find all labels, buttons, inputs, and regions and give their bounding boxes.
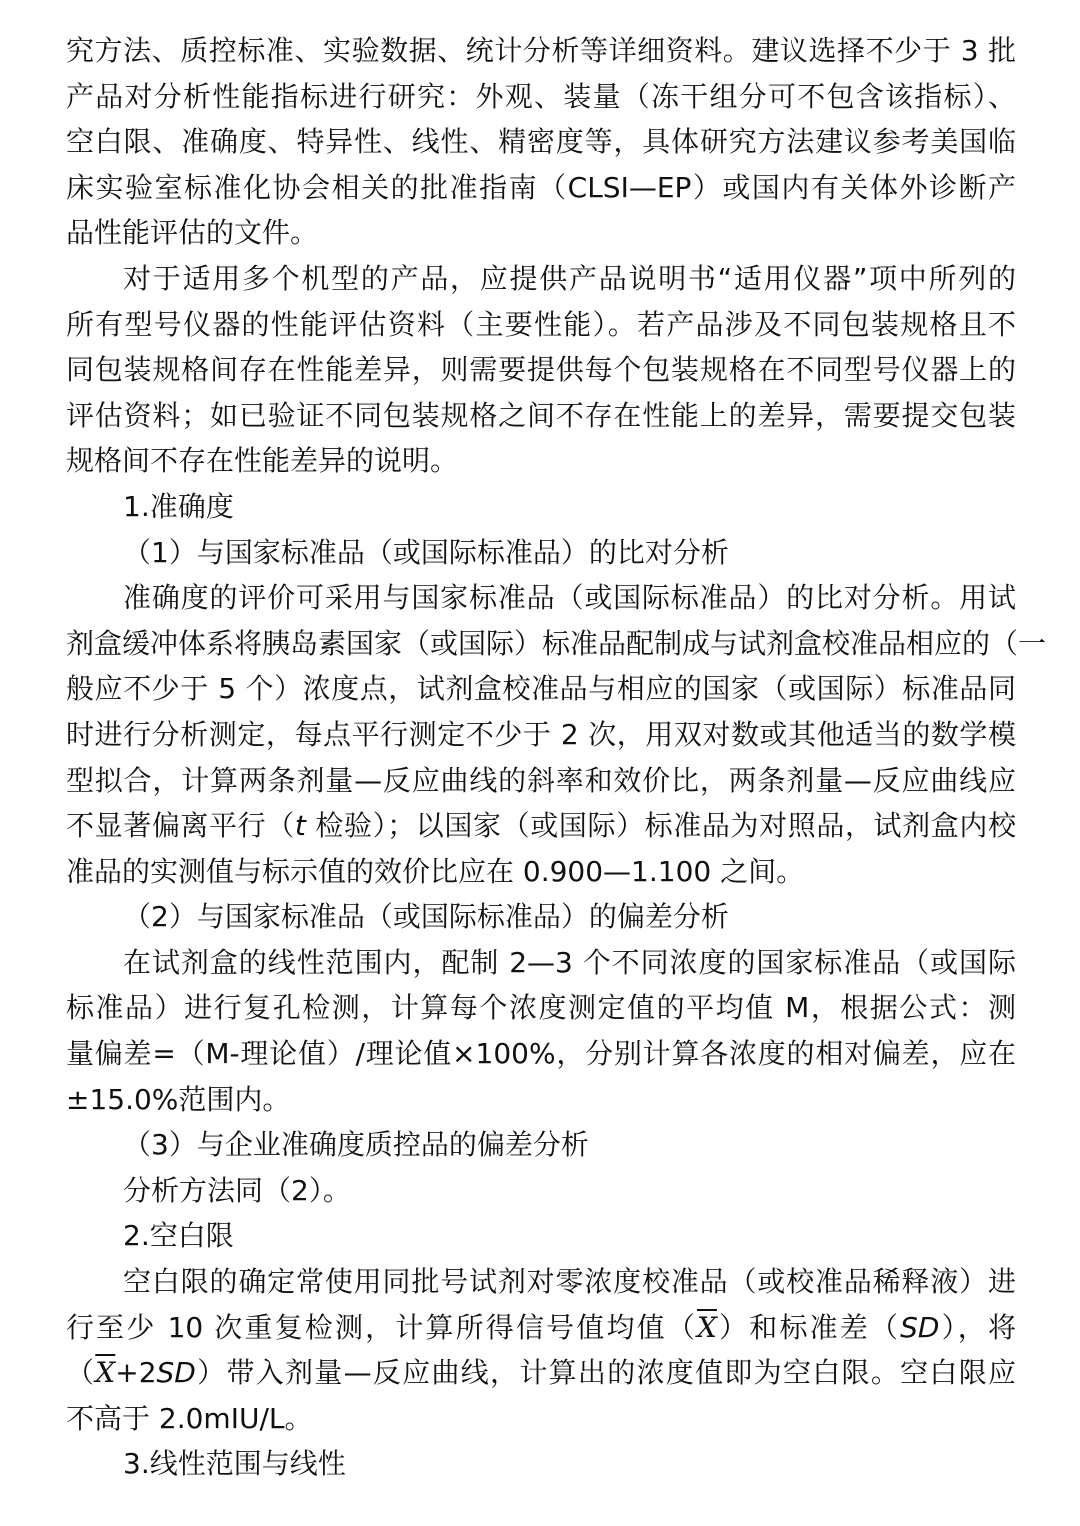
- text-line: 究方法、质控标准、实验数据、统计分析等详细资料。建议选择不少于 3 批: [66, 34, 1016, 67]
- text-line: （1）与国家标准品（或国际标准品）的比对分析: [123, 535, 729, 569]
- text-line: 同包装规格间存在性能差异，则需要提供每个包装规格在不同型号仪器上的: [66, 353, 1016, 387]
- text-fragment: ）和标准差（: [716, 1310, 901, 1344]
- text-line: 量偏差=（M-理论值）/理论值×100%，分别计算各浓度的相对偏差，应在: [66, 1037, 1016, 1071]
- text-line: 规格间不存在性能差异的说明。: [66, 444, 459, 478]
- text-line: 空白限、准确度、特异性、线性、精密度等，具体研究方法建议参考美国临: [66, 125, 1016, 159]
- text-line: 分析方法同（2）。: [123, 1173, 351, 1207]
- text-line: 床实验室标准化协会相关的批准指南（CLSI—EP）或国内有关体外诊断产: [66, 170, 1016, 204]
- text-line: （2）与国家标准品（或国际标准品）的偏差分析: [123, 900, 729, 934]
- sd-symbol: SD: [156, 1356, 196, 1390]
- text-fragment: 检验）；以国家（或国际）标准品为对照品，试剂盒内校: [305, 809, 1016, 843]
- text-line: ±15.0%范围内。: [66, 1082, 291, 1116]
- text-line: 对于适用多个机型的产品，应提供产品说明书“适用仪器”项中所列的: [123, 261, 1016, 295]
- text-line: 空白限的确定常使用同批号试剂对零浓度校准品（或校准品稀释液）进: [123, 1265, 1016, 1299]
- paragraph-block-1: [66, 28, 1047, 803]
- text-fragment: 不显著偏离平行（: [66, 809, 295, 843]
- t-variable: t: [294, 809, 306, 843]
- text-line: 不高于 2.0mIU/L。: [66, 1401, 313, 1435]
- text-line: 般应不少于 5 个）浓度点，试剂盒校准品与相应的国家（或国际）标准品同: [66, 672, 1016, 706]
- text-line: 所有型号仪器的性能评估资料（主要性能）。若产品涉及不同包装规格且不: [66, 307, 1016, 341]
- text-line-mean-sd: [66, 1305, 1016, 1351]
- sd-symbol: SD: [900, 1310, 940, 1344]
- text-line: 产品对分析性能指标进行研究：外观、装量（冻干组分可不包含该指标）、: [66, 79, 1016, 113]
- text-fragment: 行至少 10 次重复检测，计算所得信号值均值（: [66, 1310, 697, 1344]
- text-fragment: ），将: [939, 1310, 1016, 1344]
- text-line: 型拟合，计算两条剂量—反应曲线的斜率和效价比，两条剂量—反应曲线应: [66, 763, 1016, 797]
- text-fragment: （: [66, 1356, 96, 1390]
- text-line: 标准品）进行复孔检测，计算每个浓度测定值的平均值 M，根据公式：测: [66, 991, 1016, 1025]
- text-line: 在试剂盒的线性范围内，配制 2—3 个不同浓度的国家标准品（或国际: [123, 945, 1016, 979]
- text-line: （3）与企业准确度质控品的偏差分析: [123, 1128, 589, 1162]
- paragraph-block-3: [66, 1396, 1016, 1487]
- text-line: 准确度的评价可采用与国家标准品（或国际标准品）的比对分析。用试: [123, 581, 1016, 615]
- text-line: 2.空白限: [123, 1219, 234, 1253]
- text-line: 品性能评估的文件。: [66, 216, 319, 250]
- document-page: [66, 28, 1047, 1487]
- text-fragment: +2: [115, 1356, 157, 1390]
- text-line: 1.准确度: [123, 489, 234, 523]
- text-line: 剂盒缓冲体系将胰岛素国家（或国际）标准品配制成与试剂盒校准品相应的（一: [66, 626, 1047, 660]
- paragraph-block-2: [66, 849, 1016, 1305]
- mean-symbol: $\overline{X}$: [95, 1356, 116, 1390]
- mean-symbol: $\overline{X}$: [697, 1310, 717, 1344]
- text-line: 时进行分析测定，每点平行测定不少于 2 次，用双对数或其他适当的数学模: [66, 717, 1016, 751]
- text-line-mean-plus-sd: [66, 1350, 1016, 1396]
- text-line: 评估资料；如已验证不同包装规格之间不存在性能上的差异，需要提交包装: [66, 398, 1016, 432]
- text-line: 准品的实测值与标示值的效价比应在 0.900—1.100 之间。: [66, 854, 805, 888]
- text-fragment: ）带入剂量—反应曲线，计算出的浓度值即为空白限。空白限应: [195, 1356, 1016, 1390]
- text-line: 3.线性范围与线性: [123, 1447, 346, 1481]
- text-line-t-test: [66, 803, 1016, 849]
